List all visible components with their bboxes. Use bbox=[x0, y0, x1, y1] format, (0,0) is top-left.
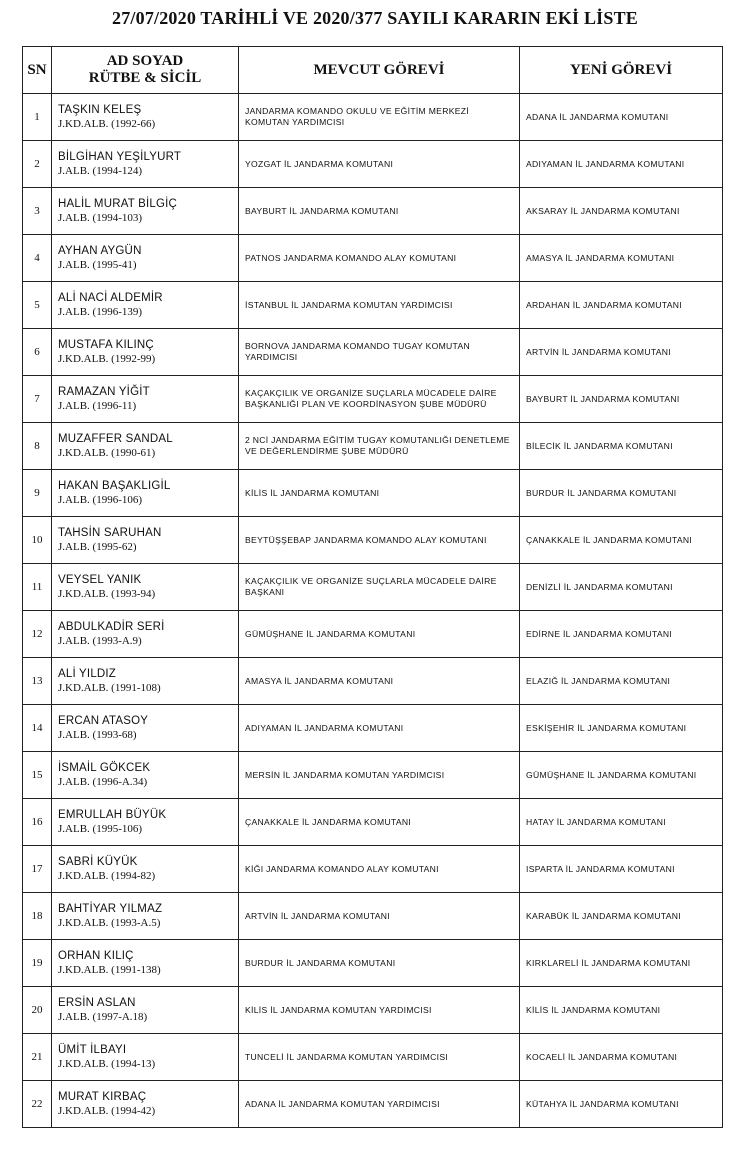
person-name: SABRİ KÜYÜK bbox=[58, 856, 138, 868]
current-duty: KİLİS İL JANDARMA KOMUTANI bbox=[239, 470, 520, 517]
person-name: ABDULKADİR SERİ bbox=[58, 621, 165, 633]
person-name: MUSTAFA KILINÇ bbox=[58, 339, 154, 351]
person-name: MUZAFFER SANDAL bbox=[58, 433, 173, 445]
table-row bbox=[23, 329, 723, 376]
rank-registry: J.KD.ALB. (1990-61) bbox=[58, 447, 156, 459]
person-name: HALİL MURAT BİLGİÇ bbox=[58, 198, 178, 210]
new-duty: BAYBURT İL JANDARMA KOMUTANI bbox=[520, 376, 723, 423]
new-duty: AKSARAY İL JANDARMA KOMUTANI bbox=[520, 188, 723, 235]
table-row bbox=[23, 752, 723, 799]
name-rank-cell bbox=[52, 1034, 239, 1081]
new-duty: GÜMÜŞHANE İL JANDARMA KOMUTANI bbox=[520, 752, 723, 799]
person-name: TAŞKIN KELEŞ bbox=[58, 104, 142, 116]
row-number: 16 bbox=[23, 799, 52, 846]
rank-registry: J.ALB. (1996-A.34) bbox=[58, 776, 148, 788]
name-rank-cell bbox=[52, 188, 239, 235]
current-duty: ADIYAMAN İL JANDARMA KOMUTANI bbox=[239, 705, 520, 752]
person-name: EMRULLAH BÜYÜK bbox=[58, 809, 167, 821]
rank-registry: J.ALB. (1996-139) bbox=[58, 306, 143, 318]
rank-registry: J.KD.ALB. (1994-13) bbox=[58, 1058, 156, 1070]
new-duty: AMASYA İL JANDARMA KOMUTANI bbox=[520, 235, 723, 282]
row-number: 21 bbox=[23, 1034, 52, 1081]
table-row bbox=[23, 611, 723, 658]
table-row bbox=[23, 564, 723, 611]
row-number: 2 bbox=[23, 141, 52, 188]
current-duty: PATNOS JANDARMA KOMANDO ALAY KOMUTANI bbox=[239, 235, 520, 282]
header-name-line: AD SOYAD bbox=[106, 53, 184, 69]
row-number: 5 bbox=[23, 282, 52, 329]
row-number: 19 bbox=[23, 940, 52, 987]
person-name: HAKAN BAŞAKLIGİL bbox=[58, 480, 171, 492]
table-row bbox=[23, 658, 723, 705]
new-duty: KİLİS İL JANDARMA KOMUTANI bbox=[520, 987, 723, 1034]
new-duty: ARDAHAN İL JANDARMA KOMUTANI bbox=[520, 282, 723, 329]
current-duty: ARTVİN İL JANDARMA KOMUTANI bbox=[239, 893, 520, 940]
person-name: VEYSEL YANIK bbox=[58, 574, 142, 586]
current-duty: KAÇAKÇILIK VE ORGANİZE SUÇLARLA MÜCADELE DAİRE BAŞKANI bbox=[239, 564, 520, 611]
new-duty: BİLECİK İL JANDARMA KOMUTANI bbox=[520, 423, 723, 470]
table-header-row bbox=[23, 47, 723, 94]
name-rank-cell bbox=[52, 423, 239, 470]
current-duty: TUNCELİ İL JANDARMA KOMUTAN YARDIMCISI bbox=[239, 1034, 520, 1081]
header-sn: SN bbox=[23, 47, 52, 94]
new-duty: ADANA İL JANDARMA KOMUTANI bbox=[520, 94, 723, 141]
person-name: AYHAN AYGÜN bbox=[58, 245, 142, 257]
table-row bbox=[23, 517, 723, 564]
current-duty: GÜMÜŞHANE İL JANDARMA KOMUTANI bbox=[239, 611, 520, 658]
row-number: 10 bbox=[23, 517, 52, 564]
table-row bbox=[23, 282, 723, 329]
table-row bbox=[23, 376, 723, 423]
current-duty: 2 NCİ JANDARMA EĞİTİM TUGAY KOMUTANLIĞI DENETLEME VE DEĞERLENDİRME ŞUBE MÜDÜRÜ bbox=[239, 423, 520, 470]
name-rank-cell bbox=[52, 1081, 239, 1128]
current-duty: BURDUR İL JANDARMA KOMUTANI bbox=[239, 940, 520, 987]
new-duty: ISPARTA İL JANDARMA KOMUTANI bbox=[520, 846, 723, 893]
row-number: 14 bbox=[23, 705, 52, 752]
name-rank-cell bbox=[52, 470, 239, 517]
row-number: 15 bbox=[23, 752, 52, 799]
name-rank-cell bbox=[52, 611, 239, 658]
header-rank-line: RÜTBE & SİCİL bbox=[88, 70, 202, 86]
row-number: 20 bbox=[23, 987, 52, 1034]
name-rank-cell bbox=[52, 235, 239, 282]
row-number: 22 bbox=[23, 1081, 52, 1128]
name-rank-cell bbox=[52, 752, 239, 799]
rank-registry: J.ALB. (1995-41) bbox=[58, 259, 137, 271]
person-name: ALİ YILDIZ bbox=[58, 668, 117, 680]
name-rank-cell bbox=[52, 141, 239, 188]
table-row bbox=[23, 141, 723, 188]
rank-registry: J.KD.ALB. (1992-99) bbox=[58, 353, 156, 365]
row-number: 8 bbox=[23, 423, 52, 470]
person-name: ORHAN KILIÇ bbox=[58, 950, 134, 962]
new-duty: ADIYAMAN İL JANDARMA KOMUTANI bbox=[520, 141, 723, 188]
table-row bbox=[23, 846, 723, 893]
table-row bbox=[23, 893, 723, 940]
rank-registry: J.KD.ALB. (1992-66) bbox=[58, 118, 156, 130]
rank-registry: J.ALB. (1995-106) bbox=[58, 823, 143, 835]
name-rank-cell bbox=[52, 658, 239, 705]
new-duty: ÇANAKKALE İL JANDARMA KOMUTANI bbox=[520, 517, 723, 564]
rank-registry: J.ALB. (1993-A.9) bbox=[58, 635, 142, 647]
person-name: MURAT KIRBAÇ bbox=[58, 1091, 147, 1103]
person-name: ERCAN ATASOY bbox=[58, 715, 149, 727]
table-row bbox=[23, 940, 723, 987]
rank-registry: J.ALB. (1995-62) bbox=[58, 541, 137, 553]
new-duty: ELAZIĞ İL JANDARMA KOMUTANI bbox=[520, 658, 723, 705]
current-duty: KAÇAKÇILIK VE ORGANİZE SUÇLARLA MÜCADELE DAİRE BAŞKANLIĞI PLAN VE KOORDİNASYON ŞUBE MÜDÜRÜ bbox=[239, 376, 520, 423]
name-rank-cell bbox=[52, 799, 239, 846]
person-name: RAMAZAN YİĞİT bbox=[58, 386, 150, 398]
table-row bbox=[23, 235, 723, 282]
name-rank-cell bbox=[52, 846, 239, 893]
rank-registry: J.ALB. (1994-103) bbox=[58, 212, 143, 224]
current-duty: KİLİS İL JANDARMA KOMUTAN YARDIMCISI bbox=[239, 987, 520, 1034]
person-name: İSMAİL GÖKCEK bbox=[58, 762, 151, 774]
new-duty: EDİRNE İL JANDARMA KOMUTANI bbox=[520, 611, 723, 658]
row-number: 6 bbox=[23, 329, 52, 376]
person-name: ALİ NACİ ALDEMİR bbox=[58, 292, 163, 304]
new-duty: ARTVİN İL JANDARMA KOMUTANI bbox=[520, 329, 723, 376]
rank-registry: J.ALB. (1996-11) bbox=[58, 400, 137, 412]
row-number: 17 bbox=[23, 846, 52, 893]
table-row bbox=[23, 705, 723, 752]
name-rank-cell bbox=[52, 705, 239, 752]
current-duty: ADANA İL JANDARMA KOMUTAN YARDIMCISI bbox=[239, 1081, 520, 1128]
name-rank-cell bbox=[52, 940, 239, 987]
table-row bbox=[23, 987, 723, 1034]
current-duty: MERSİN İL JANDARMA KOMUTAN YARDIMCISI bbox=[239, 752, 520, 799]
name-rank-cell bbox=[52, 987, 239, 1034]
name-rank-cell bbox=[52, 893, 239, 940]
person-name: BİLGİHAN YEŞİLYURT bbox=[58, 151, 182, 163]
table-row bbox=[23, 470, 723, 517]
new-duty: KIRKLARELİ İL JANDARMA KOMUTANI bbox=[520, 940, 723, 987]
current-duty: YOZGAT İL JANDARMA KOMUTANI bbox=[239, 141, 520, 188]
name-rank-cell bbox=[52, 376, 239, 423]
row-number: 12 bbox=[23, 611, 52, 658]
row-number: 3 bbox=[23, 188, 52, 235]
header-current-duty: MEVCUT GÖREVİ bbox=[239, 47, 520, 94]
current-duty: BORNOVA JANDARMA KOMANDO TUGAY KOMUTAN YARDIMCISI bbox=[239, 329, 520, 376]
table-row bbox=[23, 94, 723, 141]
current-duty: BAYBURT İL JANDARMA KOMUTANI bbox=[239, 188, 520, 235]
table-row bbox=[23, 188, 723, 235]
rank-registry: J.ALB. (1994-124) bbox=[58, 165, 143, 177]
current-duty: İSTANBUL İL JANDARMA KOMUTAN YARDIMCISI bbox=[239, 282, 520, 329]
table-row bbox=[23, 1034, 723, 1081]
table-body bbox=[23, 94, 723, 1128]
row-number: 13 bbox=[23, 658, 52, 705]
header-new-duty: YENİ GÖREVİ bbox=[520, 47, 723, 94]
rank-registry: J.KD.ALB. (1991-108) bbox=[58, 682, 161, 694]
name-rank-cell bbox=[52, 94, 239, 141]
row-number: 9 bbox=[23, 470, 52, 517]
table-row bbox=[23, 423, 723, 470]
current-duty: ÇANAKKALE İL JANDARMA KOMUTANI bbox=[239, 799, 520, 846]
row-number: 11 bbox=[23, 564, 52, 611]
new-duty: ESKİŞEHİR İL JANDARMA KOMUTANI bbox=[520, 705, 723, 752]
name-rank-cell bbox=[52, 282, 239, 329]
rank-registry: J.ALB. (1993-68) bbox=[58, 729, 137, 741]
name-rank-cell bbox=[52, 517, 239, 564]
current-duty: JANDARMA KOMANDO OKULU VE EĞİTİM MERKEZİ KOMUTAN YARDIMCISI bbox=[239, 94, 520, 141]
table-row bbox=[23, 1081, 723, 1128]
row-number: 1 bbox=[23, 94, 52, 141]
table-row bbox=[23, 799, 723, 846]
person-name: ERSİN ASLAN bbox=[58, 997, 136, 1009]
current-duty: BEYTÜŞŞEBAP JANDARMA KOMANDO ALAY KOMUTANI bbox=[239, 517, 520, 564]
row-number: 4 bbox=[23, 235, 52, 282]
rank-registry: J.KD.ALB. (1991-138) bbox=[58, 964, 161, 976]
new-duty: HATAY İL JANDARMA KOMUTANI bbox=[520, 799, 723, 846]
rank-registry: J.ALB. (1996-106) bbox=[58, 494, 143, 506]
current-duty: AMASYA İL JANDARMA KOMUTANI bbox=[239, 658, 520, 705]
current-duty: KİĞI JANDARMA KOMANDO ALAY KOMUTANI bbox=[239, 846, 520, 893]
header-name-rank bbox=[52, 47, 239, 94]
document-title: 27/07/2020 TARİHLİ VE 2020/377 SAYILI KARARIN EKİ LİSTE bbox=[112, 8, 638, 28]
name-rank-cell bbox=[52, 564, 239, 611]
person-name: ÜMİT İLBAYI bbox=[58, 1044, 127, 1056]
row-number: 18 bbox=[23, 893, 52, 940]
appointment-table bbox=[22, 46, 723, 1128]
new-duty: KARABÜK İL JANDARMA KOMUTANI bbox=[520, 893, 723, 940]
row-number: 7 bbox=[23, 376, 52, 423]
new-duty: BURDUR İL JANDARMA KOMUTANI bbox=[520, 470, 723, 517]
rank-registry: J.KD.ALB. (1993-A.5) bbox=[58, 917, 161, 929]
rank-registry: J.KD.ALB. (1993-94) bbox=[58, 588, 156, 600]
rank-registry: J.ALB. (1997-A.18) bbox=[58, 1011, 148, 1023]
name-rank-cell bbox=[52, 329, 239, 376]
new-duty: DENİZLİ İL JANDARMA KOMUTANI bbox=[520, 564, 723, 611]
rank-registry: J.KD.ALB. (1994-82) bbox=[58, 870, 156, 882]
person-name: BAHTİYAR YILMAZ bbox=[58, 903, 163, 915]
new-duty: KOCAELİ İL JANDARMA KOMUTANI bbox=[520, 1034, 723, 1081]
new-duty: KÜTAHYA İL JANDARMA KOMUTANI bbox=[520, 1081, 723, 1128]
person-name: TAHSİN SARUHAN bbox=[58, 527, 162, 539]
rank-registry: J.KD.ALB. (1994-42) bbox=[58, 1105, 156, 1117]
